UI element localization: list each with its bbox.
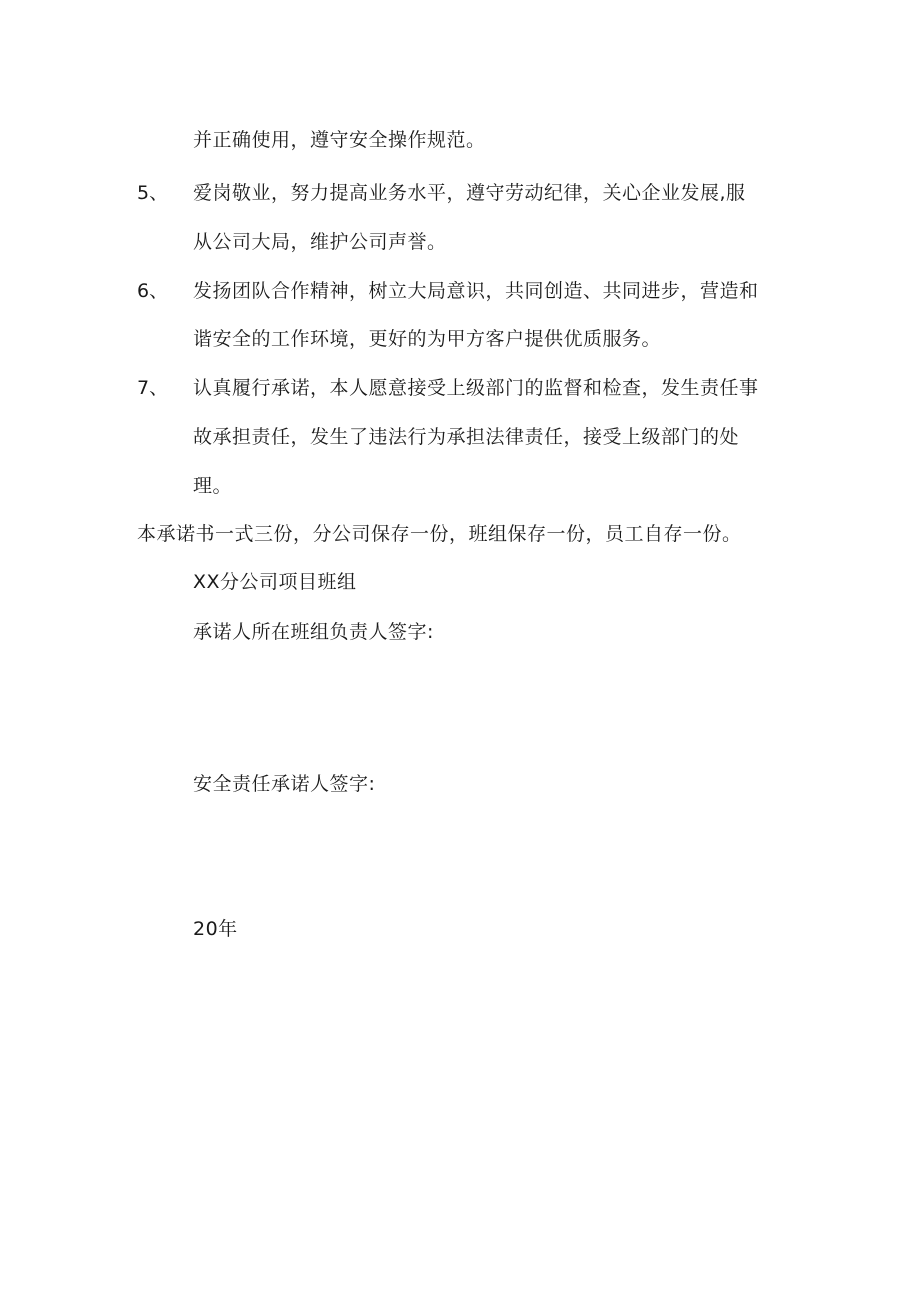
list-item-text-line: 爱岗敬业，努力提高业务水平，遵守劳动纪律，关心企业发展,服 xyxy=(193,182,746,204)
list-item-number: 6、 xyxy=(137,280,169,302)
promisor-signature-label: 安全责任承诺人签字: xyxy=(193,773,376,795)
list-item-text-line: 理。 xyxy=(193,475,233,497)
list-item-text-line: 从公司大局，维护公司声誉。 xyxy=(193,231,447,253)
list-item-text-line: 故承担责任，发生了违法行为承担法律责任，接受上级部门的处 xyxy=(193,426,740,448)
list-item-text-line: 发扬团队合作精神，树立大局意识，共同创造、共同进步，营造和 xyxy=(193,280,759,302)
org-name: XX分公司项目班组 xyxy=(193,571,357,593)
copies-statement: 本承诺书一式三份，分公司保存一份，班组保存一份，员工自存一份。 xyxy=(137,523,742,545)
list-item-number: 5、 xyxy=(137,182,169,204)
list-item-text-line: 认真履行承诺，本人愿意接受上级部门的监督和检查，发生责任事 xyxy=(193,377,759,399)
list-item-number: 7、 xyxy=(137,377,169,399)
list-item-text-line: 谐安全的工作环境，更好的为甲方客户提供优质服务。 xyxy=(193,328,662,350)
date-label: 20年 xyxy=(193,918,238,940)
team-leader-signature-label: 承诺人所在班组负责人签字: xyxy=(193,621,434,643)
continuation-line: 并正确使用，遵守安全操作规范。 xyxy=(193,129,486,151)
